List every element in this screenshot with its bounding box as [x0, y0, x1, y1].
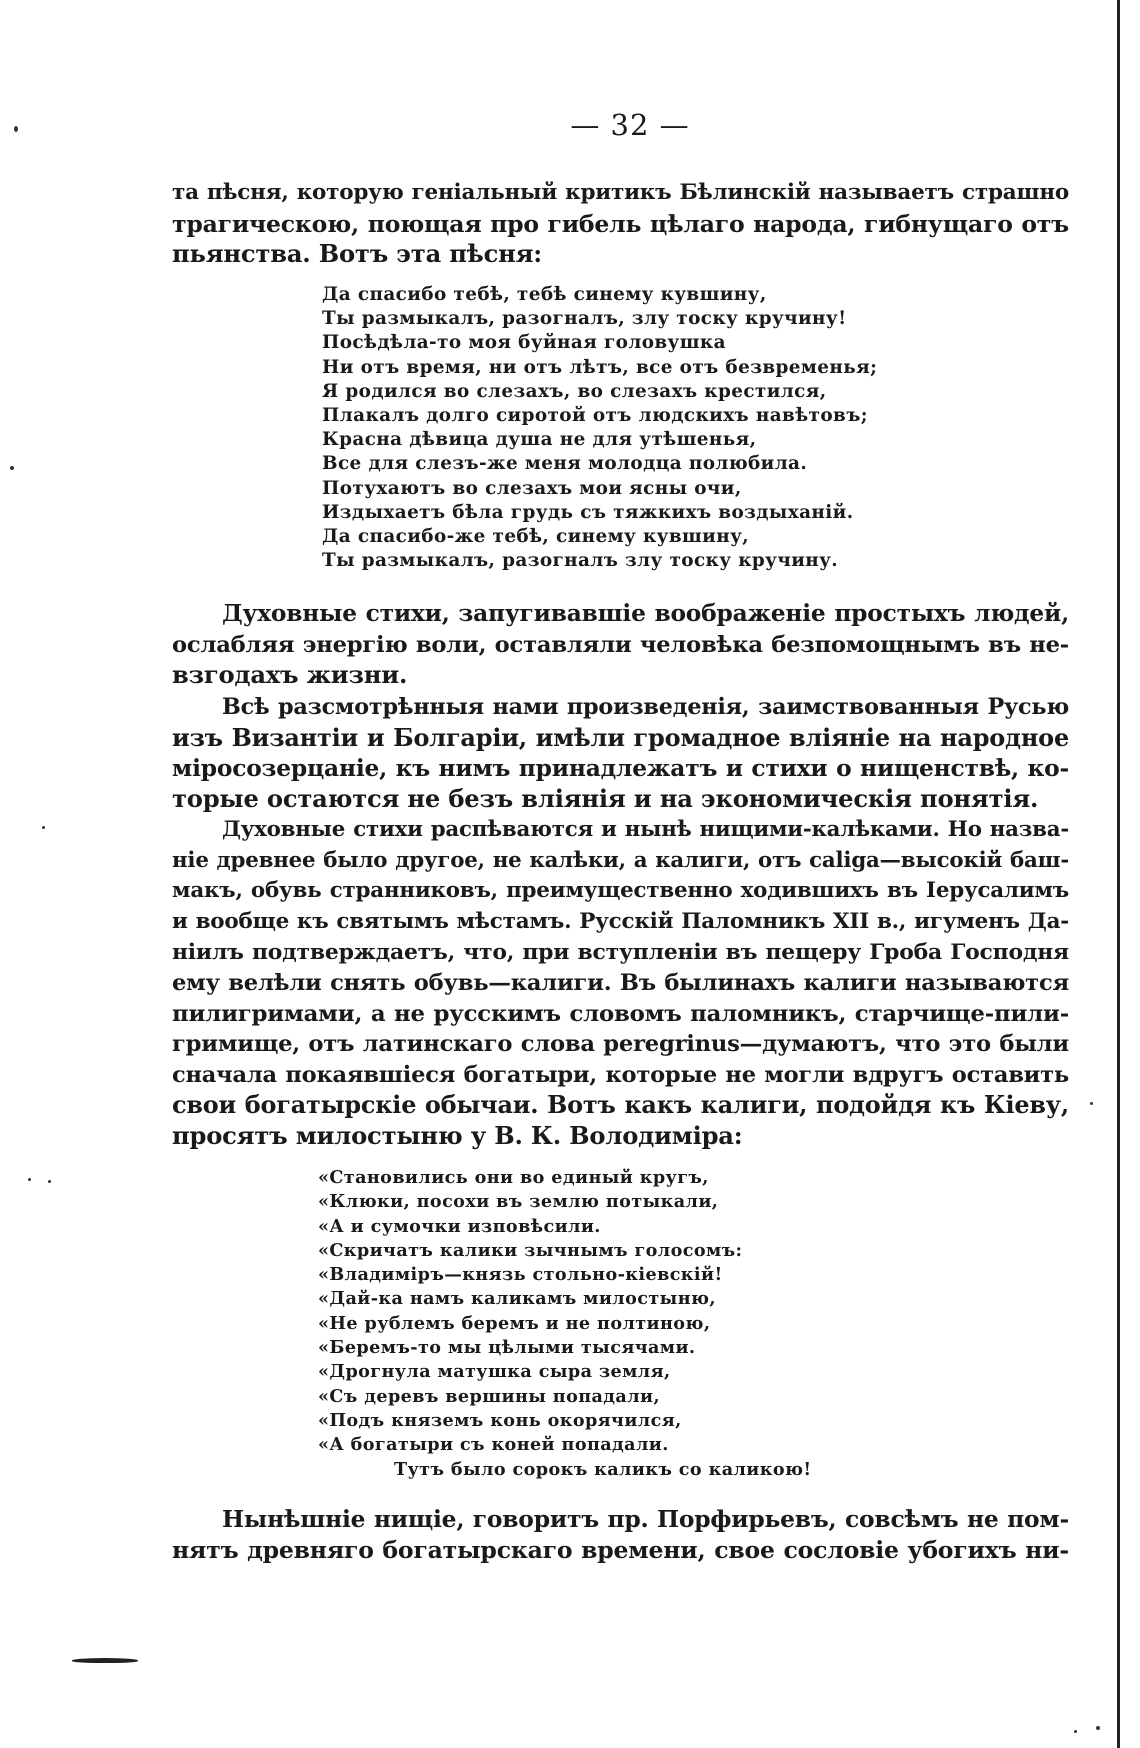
bylina-verse	[318, 1166, 812, 1482]
text-line: Нынѣшніе нищіе, говоритъ пр. Порфирьевъ, совсѣмъ не пом-	[222, 1505, 1069, 1533]
verse-line: Потухаютъ во слезахъ мои ясны очи,	[322, 477, 742, 499]
verse-line: «Скричатъ калики зычнымъ голосомъ:	[318, 1239, 743, 1261]
verse-line: Да спасибо тебѣ, тебѣ синему кувшину,	[322, 284, 767, 305]
text-line: и вообще къ святымъ мѣстамъ. Русскій Паломникъ XII в., игуменъ Да-	[172, 908, 1069, 934]
verse-line: «Не рублемъ беремъ и не полтиною,	[318, 1312, 711, 1334]
paragraph-kaliki	[172, 815, 1069, 1152]
verse-line: «А и сумочки изповѣсили.	[318, 1215, 601, 1237]
verse-line: «Дрогнула матушка сыра земля,	[318, 1361, 671, 1383]
verse-line: «А богатыри съ коней попадали.	[318, 1434, 669, 1456]
verse-line: «Клюки, посохи въ землю потыкали,	[318, 1191, 719, 1213]
ink-speck	[1090, 1102, 1093, 1105]
text-line: торые остаются не безъ вліянія и на экономическія понятія.	[172, 783, 1039, 813]
song-verse	[322, 283, 877, 573]
text-line: ослабляя энергію воли, оставляли человѣка безпомощнымъ въ не-	[172, 631, 1069, 658]
text-line: ніилъ подтверждаетъ, что, при вступленіи въ пещеру Гроба Господня	[172, 939, 1069, 966]
ink-smudge	[72, 1658, 138, 1663]
verse-line: Я родился во слезахъ, во слезахъ крестился,	[322, 380, 827, 402]
ink-speck	[48, 1180, 51, 1183]
text-line: ніе древнее было другое, не калѣки, а калиги, отъ caliga—высокій баш-	[172, 847, 1069, 873]
verse-line: Издыхаетъ бѣла грудь съ тяжкихъ воздыханій.	[322, 501, 854, 523]
page-number: — 32 —	[570, 108, 690, 142]
text-line: просятъ милостыню у В. К. Володиміра:	[172, 1120, 743, 1150]
verse-line: «Дай-ка намъ каликамъ милостыню,	[318, 1288, 716, 1310]
verse-line: Красна дѣвица душа не для утѣшенья,	[322, 429, 757, 451]
verse-line: Плакалъ долго сиротой отъ людскихъ навѣтовъ;	[322, 405, 868, 427]
text-line: ему велѣли снять обувь—калиги. Въ былинахъ калиги называются	[172, 969, 1069, 996]
text-line: нятъ древняго богатырскаго времени, свое сословіе убогихъ ни-	[172, 1535, 1069, 1564]
text-line: та пѣсня, которую геніальный критикъ Бѣлинскій называетъ страшно	[172, 180, 1069, 205]
text-line: Всѣ разсмотрѣнныя нами произведенія, заимствованныя Русью	[222, 694, 1069, 720]
text-line: сначала покаявшіеся богатыри, которые не могли вдругъ оставить	[172, 1061, 1069, 1088]
paragraph-spiritual-verses	[172, 599, 1069, 691]
verse-line: Ни отъ время, ни отъ лѣтъ, все отъ безвременья;	[322, 356, 878, 378]
ink-speck	[10, 466, 14, 470]
ink-speck	[14, 126, 18, 132]
text-line: взгодахъ жизни.	[172, 660, 408, 690]
paragraph-intro	[172, 178, 1069, 270]
verse-line: «Владиміръ—князь стольно-кіевскій!	[318, 1264, 723, 1286]
text-line: трагическою, поющая про гибель цѣлаго народа, гибнущаго отъ	[172, 209, 1069, 238]
ink-speck	[28, 1178, 31, 1181]
paragraph-byzantine-works	[172, 692, 1069, 814]
page-edge-rule	[1117, 0, 1120, 1748]
verse-line: Тутъ было сорокъ каликъ со каликою!	[394, 1458, 812, 1480]
ink-speck	[1096, 1726, 1100, 1730]
verse-line: Посѣдѣла-то моя буйная головушка	[322, 332, 726, 354]
verse-line: «Съ деревъ вершины попадали,	[318, 1385, 660, 1407]
text-line: макъ, обувь странниковъ, преимущественно ходившихъ въ Іерусалимъ	[172, 878, 1069, 904]
text-line: міросозерцаніе, къ нимъ принадлежатъ и стихи о нищенствѣ, ко-	[172, 754, 1069, 783]
verse-line: Ты размыкалъ, разогналъ, злу тоску кручину!	[322, 308, 847, 330]
paragraph-modern-beggars	[172, 1504, 1069, 1565]
text-line: пилигримами, а не русскимъ словомъ паломникъ, старчище-пили-	[172, 1000, 1069, 1027]
verse-line: Да спасибо-же тебѣ, синему кувшину,	[322, 526, 750, 548]
verse-line: «Подъ княземъ конь окорячился,	[318, 1409, 682, 1431]
text-line: изъ Византіи и Болгаріи, имѣли громадное вліяніе на народное	[172, 722, 1069, 752]
text-line: Духовные стихи распѣваются и нынѣ нищими-калѣками. Но назва-	[222, 817, 1069, 842]
verse-line: Ты размыкалъ, разогналъ злу тоску кручину.	[322, 550, 839, 572]
text-line: гримище, отъ латинскаго слова peregrinus—думаютъ, что это были	[172, 1031, 1069, 1058]
ink-speck	[42, 826, 45, 829]
verse-line: Все для слезъ-же меня молодца полюбила.	[322, 453, 808, 475]
text-line: пьянства. Вотъ эта пѣсня:	[172, 239, 543, 269]
verse-line: «Беремъ-то мы цѣлыми тысячами.	[318, 1337, 696, 1359]
text-line: свои богатырскіе обычаи. Вотъ какъ калиги, подойдя къ Кіеву,	[172, 1091, 1069, 1120]
text-line: Духовные стихи, запугивавшіе воображеніе простыхъ людей,	[222, 600, 1069, 627]
ink-speck	[1074, 1730, 1077, 1733]
verse-line: «Становились они во единый кругъ,	[318, 1167, 709, 1188]
